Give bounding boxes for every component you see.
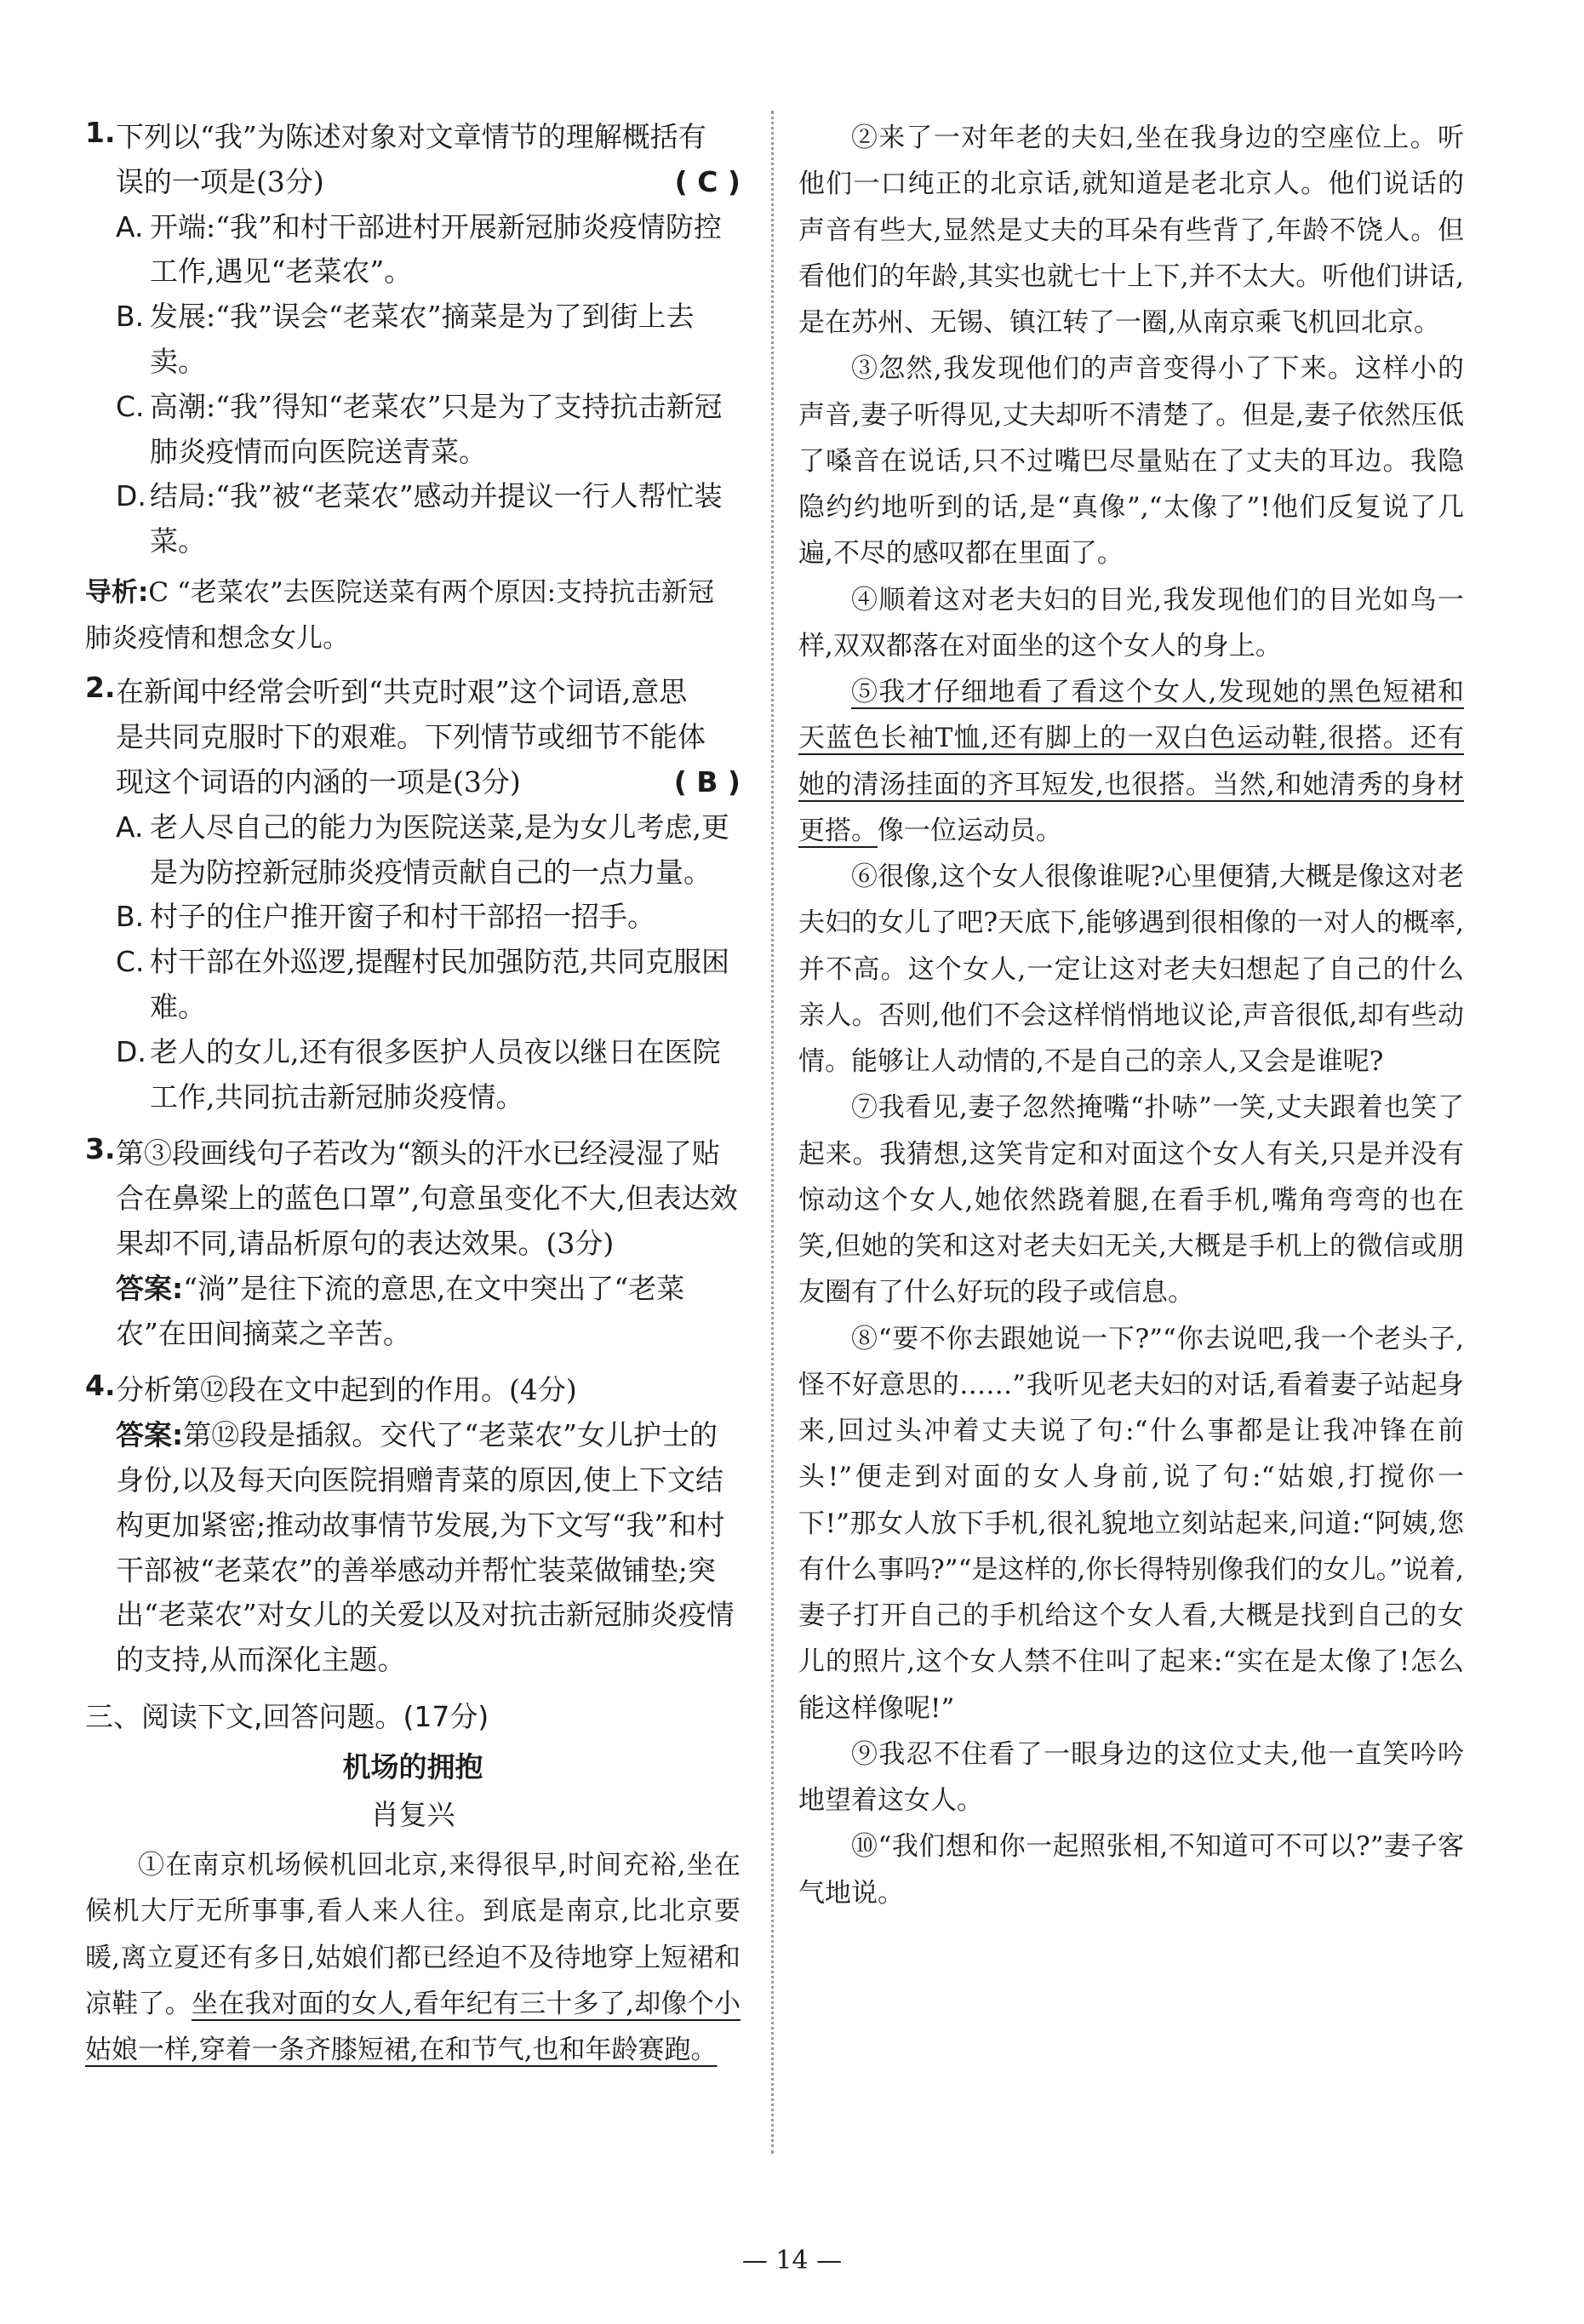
question-stem: 分析第⑫段在文中起到的作用。(4分): [116, 1373, 577, 1407]
paragraph-7: ⑦我看见,妻子忽然掩嘴“扑哧”一笑,丈夫跟着也笑了起来。我猜想,这笑肯定和对面这个女人有关,只是并没有惊动这个女人,她依然跷着腿,在看手机,嘴角弯弯的也在笑,但她的笑和这对老夫妇无关,大概是手机上的微信或朋友圈有了什么好玩的段子或信息。: [798, 1092, 1464, 1308]
answer: 答案:第⑫段是插叙。交代了“老菜农”女儿护士的身份,以及每天向医院捐赠青菜的原因,使上下文结构更加紧密;推动故事情节发展,为下文写“我”和村干部被“老菜农”的善举感动并帮忙装菜做铺垫;突出“老菜农”对女儿的关爱以及对抗击新冠肺炎疫情的支持,从而深化主题。: [116, 1418, 735, 1677]
question-stem: 第③段画线句子若改为“额头的汗水已经浸湿了贴合在鼻梁上的蓝色口罩”,句意虽变化不大,但表达效果却不同,请品析原句的表达效果。(3分): [116, 1136, 738, 1261]
underlined-sentence: 坐在我对面的女人,看年纪有三十多了,却像个小姑娘一样,穿着一条齐膝短裙,在和节气,也和年龄赛跑。: [85, 1988, 741, 2066]
question-2: [85, 670, 741, 1119]
option-a: A. 老人尽自己的能力为医院送菜,是为女儿考虑,更是为防控新冠肺炎疫情贡献自己的一点力量。: [116, 810, 729, 889]
right-column: [798, 115, 1464, 1916]
question-number: 3.: [85, 1132, 116, 1166]
article-title: 机场的拥抱: [342, 1749, 483, 1783]
paragraph-4: ④顺着这对老夫妇的目光,我发现他们的目光如鸟一样,双双都落在对面坐的这个女人的身上。: [798, 584, 1464, 661]
option-d: D. 老人的女儿,还有很多医护人员夜以继日在医院工作,共同抗击新冠肺炎疫情。: [116, 1034, 721, 1113]
paragraph-5: ⑤我才仔细地看了看这个女人,发现她的黑色短裙和天蓝色长袖T恤,还有脚上的一双白色运动鞋,很搭。还有她的清汤挂面的齐耳短发,也很搭。当然,和她清秀的身材更搭。像一位运动员。: [798, 677, 1464, 846]
answer: 答案:“淌”是往下流的意思,在文中突出了“老菜农”在田间摘菜之辛苦。: [116, 1271, 685, 1350]
page-number: — 14 —: [741, 2246, 843, 2275]
option-c: C. 高潮:“我”得知“老菜农”只是为了支持抗击新冠肺炎疫情而向医院送青菜。: [116, 389, 723, 468]
answer-choice: ( B ): [673, 765, 741, 799]
question-stem: 在新闻中经常会听到“共克时艰”这个词语,意思 是共同克服时下的艰难。下列情节或细节不能体 现这个词语的内涵的一项是(3分) ( B ): [116, 670, 741, 804]
paragraph-1: ①在南京机场候机回北京,来得很早,时间充裕,坐在候机大厅无所事事,看人来人往。到底是南京,比北京要暖,离立夏还有多日,姑娘们都已经迫不及待地穿上短裙和凉鞋了。坐在我对面的女人,看年纪有三十多了,却像个小姑娘一样,穿着一条齐膝短裙,在和节气,也和年龄赛跑。: [85, 1850, 741, 2066]
question-3: [85, 1131, 741, 1356]
option-d: D. 结局:“我”被“老菜农”感动并提议一行人帮忙装菜。: [116, 479, 723, 558]
paragraph-8: ⑧“要不你去跟她说一下?”“你去说吧,我一个老头子,怪不好意思的……”我听见老夫妇的对话,看着妻子站起身来,回过头冲着丈夫说了句:“什么事都是让我冲锋在前头!”便走到对面的女人身前,说了句:“姑娘,打搅你一下!”那女人放下手机,很礼貌地立刻站起来,问道:“阿姨,您有什么事吗?”“是这样的,你长得特别像我们的女儿。”说着,妻子打开自己的手机给这个女人看,大概是找到自己的女儿的照片,这个女人禁不住叫了起来:“实在是太像了!怎么能这样像呢!”: [798, 1323, 1464, 1724]
paragraph-9: ⑨我忍不住看了一眼身边的这位丈夫,他一直笑吟吟地望着这女人。: [798, 1738, 1464, 1816]
option-c: C. 村干部在外巡逻,提醒村民加强防范,共同克服困难。: [116, 945, 729, 1024]
question-1: [85, 115, 741, 564]
article-author: 肖复兴: [370, 1797, 455, 1831]
question-4: [85, 1368, 741, 1683]
question-number: 2.: [85, 671, 116, 705]
paragraph-6: ⑥很像,这个女人很像谁呢?心里便猜,大概是像这对老夫妇的女儿了吧?天底下,能够遇到很相像的一对人的概率,并不高。这个女人,一定让这对老夫妇想起了自己的什么亲人。否则,他们不会这样悄悄地议论,声音很低,却有些动情。能够让人动情的,不是自己的亲人,又会是谁呢?: [798, 861, 1464, 1077]
section-heading: 三、阅读下文,回答问题。(17分): [85, 1700, 489, 1733]
question-number: 1.: [85, 116, 116, 149]
analysis: 导析:C “老菜农”去医院送菜有两个原因:支持抗击新冠肺炎疫情和想念女儿。: [85, 576, 715, 655]
paragraph-2: ②来了一对年老的夫妇,坐在我身边的空座位上。听他们一口纯正的北京话,就知道是老北京人。他们说话的声音有些大,显然是丈夫的耳朵有些背了,年龄不饶人。但看他们的年龄,其实也就七十上下,并不太大。听他们讲话,是在苏州、无锡、镇江转了一圈,从南京乘飞机回北京。: [798, 123, 1464, 338]
answer-choice: ( C ): [674, 164, 741, 198]
question-number: 4.: [85, 1369, 116, 1403]
paragraph-3: ③忽然,我发现他们的声音变得小了下来。这样小的声音,妻子听得见,丈夫却听不清楚了。但是,妻子依然压低了嗓音在说话,只不过嘴巴尽量贴在了丈夫的耳边。我隐隐约约地听到的话,是“真像”,“太像了”!他们反复说了几遍,不尽的感叹都在里面了。: [798, 353, 1464, 570]
column-divider: [771, 111, 774, 2154]
option-b: B. 村子的住户推开窗子和村干部招一招手。: [116, 900, 655, 934]
option-b: B. 发展:“我”误会“老菜农”摘菜是为了到街上去卖。: [116, 300, 695, 378]
question-stem: 下列以“我”为陈述对象对文章情节的理解概括有 误的一项是(3分) ( C ): [116, 115, 741, 205]
option-a: A. 开端:“我”和村干部进村开展新冠肺炎疫情防控工作,遇见“老菜农”。: [116, 209, 722, 289]
left-column: [85, 115, 741, 2073]
underlined-sentence: ⑤我才仔细地看了看这个女人,发现她的黑色短裙和天蓝色长袖T恤,还有脚上的一双白色运动鞋,很搭。还有她的清汤挂面的齐耳短发,也很搭。当然,和她清秀的身材更搭。: [798, 677, 1464, 846]
paragraph-10: ⑩“我们想和你一起照张相,不知道可不可以?”妻子客气地说。: [798, 1831, 1464, 1909]
